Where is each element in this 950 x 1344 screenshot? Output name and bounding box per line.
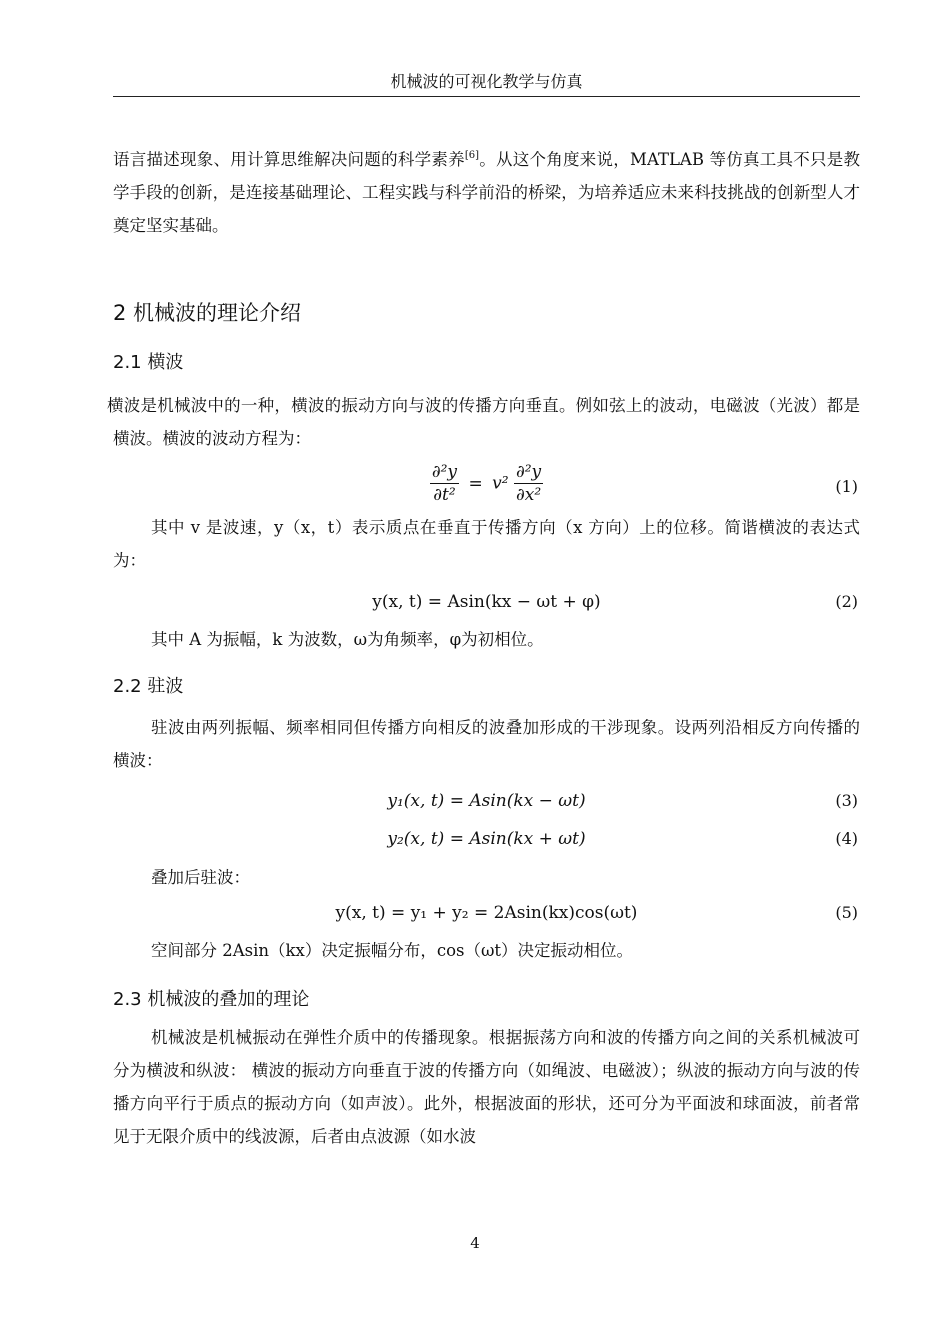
equation-3-number: (3) xyxy=(835,791,858,810)
eq1-rhs-numerator: ∂²y xyxy=(515,462,542,482)
page-number: 4 xyxy=(470,1234,480,1252)
s21-paragraph-1: 横波是机械波中的一种，横波的振动方向与波的传播方向垂直。例如弦上的波动，电磁波（光波）都是横波。横波的波动方程为： xyxy=(107,396,860,448)
s22-paragraph-2: 叠加后驻波： xyxy=(151,868,250,887)
equation-5-number: (5) xyxy=(835,903,858,922)
equation-4-body: y₂(x, t) = Asin(kx + ωt) xyxy=(387,829,586,849)
equation-4-number: (4) xyxy=(835,829,858,848)
citation-ref: [6] xyxy=(464,150,480,161)
eq1-lhs-numerator: ∂²y xyxy=(431,462,458,482)
eq1-coefficient: v² xyxy=(492,473,509,494)
equation-2-body: y(x, t) = Asin(kx − ωt + φ) xyxy=(372,592,601,612)
section-2-3-title: 2.3 机械波的叠加的理论 xyxy=(113,989,310,1010)
eq1-lhs-denominator: ∂t² xyxy=(433,485,456,505)
intro-paragraph xyxy=(113,139,860,242)
s22-paragraph-3: 空间部分 2Asin（kx）决定振幅分布，cos（ωt）决定振动相位。 xyxy=(151,941,634,960)
section-2-title: 2 机械波的理论介绍 xyxy=(113,301,302,325)
equation-5-body: y(x, t) = y₁ + y₂ = 2Asin(kx)cos(ωt) xyxy=(335,903,638,923)
equation-2-number: (2) xyxy=(835,592,858,611)
running-header: 机械波的可视化教学与仿真 xyxy=(390,72,583,91)
s21-paragraph-3: 其中 A 为振幅，k 为波数，ω为角频率，φ为初相位。 xyxy=(151,630,544,649)
eq1-rhs-denominator: ∂x² xyxy=(515,485,542,505)
eq1-equals: = xyxy=(468,473,483,494)
equation-3-body: y₁(x, t) = Asin(kx − ωt) xyxy=(387,791,586,811)
s23-paragraph-1: 机械波是机械振动在弹性介质中的传播现象。根据振荡方向和波的传播方向之间的关系机械波可分为横波和纵波： 横波的振动方向垂直于波的传播方向（如绳波、电磁波）；纵波的振动方向与波的传播方向平行于质点的振动方向（如声波）。此外，根据波面的形状，还可分为平面波和球面波，前者常见于无限介质中的线波源，后者由点波源（如水波 xyxy=(113,1028,860,1146)
section-2-1-title: 2.1 横波 xyxy=(113,352,184,373)
equation-1-body xyxy=(113,462,860,505)
s21-paragraph-2: 其中 v 是波速，y（x，t）表示质点在垂直于传播方向（x 方向）上的位移。简谐横波的表达式为： xyxy=(113,518,860,570)
s22-paragraph-1: 驻波由两列振幅、频率相同但传播方向相反的波叠加形成的干涉现象。设两列沿相反方向传播的横波： xyxy=(113,718,860,770)
equation-1-number: (1) xyxy=(835,477,858,496)
equation-3 xyxy=(113,791,860,831)
intro-text-after: 。从这个角度来说，MATLAB 等仿真工具不只是教学手段的创新，是连接基础理论、工程实践与科学前沿的桥梁，为培养适应未来科技挑战的创新型人才奠定坚实基础。 xyxy=(113,150,860,235)
eq1-lhs-fraction xyxy=(430,462,459,505)
section-2-2-title: 2.2 驻波 xyxy=(113,676,184,697)
intro-text-before: 语言描述现象、用计算思维解决问题的科学素养 xyxy=(113,150,465,169)
eq1-rhs-fraction xyxy=(514,462,543,505)
header-rule xyxy=(113,96,860,97)
equation-1 xyxy=(113,462,860,512)
